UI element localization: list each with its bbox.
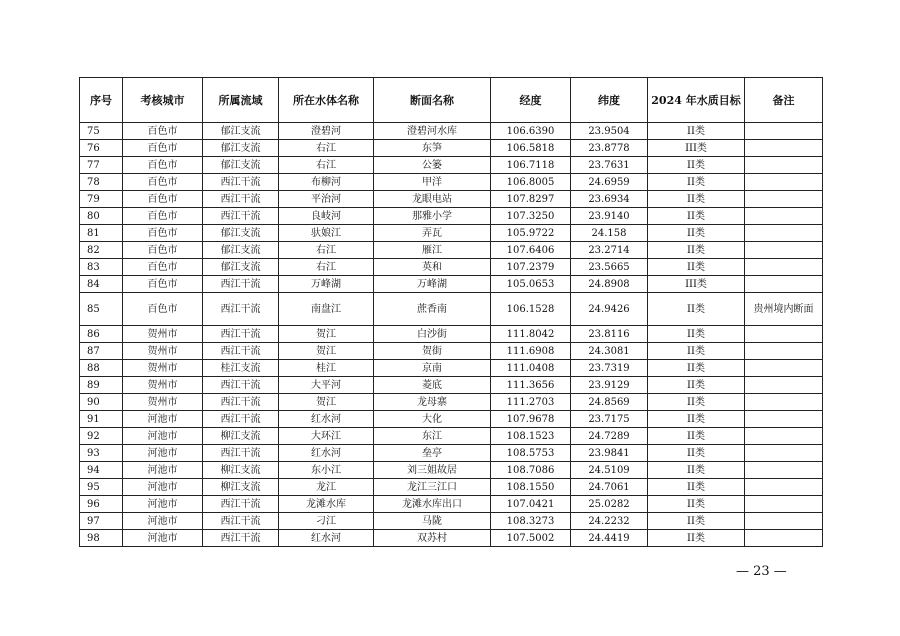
city-cell: 贺州市 [123,394,203,411]
header-basin: 所属流域 [203,78,279,123]
longitude-cell: 107.3250 [491,208,571,225]
longitude-cell: 111.8042 [491,326,571,343]
longitude-cell: 108.1550 [491,479,571,496]
basin-cell: 西江干流 [203,276,279,293]
section-name-cell: 龙母寨 [374,394,491,411]
longitude-cell: 108.5753 [491,445,571,462]
latitude-cell: 24.5109 [571,462,648,479]
quality-target-cell: II类 [648,411,745,428]
water-body-cell: 红水河 [279,411,374,428]
header-index: 序号 [80,78,123,123]
row-index: 93 [80,445,123,462]
basin-cell: 桂江支流 [203,360,279,377]
quality-target-cell: II类 [648,259,745,276]
table-row [80,428,823,445]
row-index: 85 [80,293,123,326]
quality-target-cell: II类 [648,343,745,360]
city-cell: 百色市 [123,276,203,293]
basin-cell: 西江干流 [203,411,279,428]
remarks-cell [745,411,823,428]
city-cell: 贺州市 [123,377,203,394]
remarks-cell [745,191,823,208]
table-row [80,242,823,259]
table-header-row [80,78,823,123]
table-row [80,496,823,513]
remarks-cell [745,530,823,547]
longitude-cell: 107.2379 [491,259,571,276]
row-index: 81 [80,225,123,242]
quality-target-cell: II类 [648,242,745,259]
row-index: 82 [80,242,123,259]
section-name-cell: 那雅小学 [374,208,491,225]
city-cell: 百色市 [123,140,203,157]
quality-target-cell: II类 [648,394,745,411]
city-cell: 河池市 [123,445,203,462]
latitude-cell: 23.5665 [571,259,648,276]
latitude-cell: 23.8116 [571,326,648,343]
city-cell: 百色市 [123,208,203,225]
latitude-cell: 23.8778 [571,140,648,157]
section-name-cell: 白沙街 [374,326,491,343]
water-body-cell: 澄碧河 [279,123,374,140]
table-row [80,360,823,377]
city-cell: 百色市 [123,242,203,259]
basin-cell: 西江干流 [203,496,279,513]
row-index: 83 [80,259,123,276]
longitude-cell: 106.1528 [491,293,571,326]
latitude-cell: 23.7319 [571,360,648,377]
basin-cell: 郁江支流 [203,259,279,276]
table-row [80,479,823,496]
longitude-cell: 105.0653 [491,276,571,293]
section-name-cell: 东江 [374,428,491,445]
quality-target-cell: II类 [648,157,745,174]
basin-cell: 西江干流 [203,293,279,326]
header-section-name: 断面名称 [374,78,491,123]
remarks-cell [745,208,823,225]
water-body-cell: 大平河 [279,377,374,394]
water-body-cell: 右江 [279,259,374,276]
basin-cell: 西江干流 [203,343,279,360]
latitude-cell: 24.6959 [571,174,648,191]
city-cell: 河池市 [123,411,203,428]
basin-cell: 西江干流 [203,445,279,462]
row-index: 89 [80,377,123,394]
section-name-cell: 双苏村 [374,530,491,547]
basin-cell: 郁江支流 [203,140,279,157]
water-body-cell: 右江 [279,140,374,157]
quality-target-cell: II类 [648,530,745,547]
latitude-cell: 24.8569 [571,394,648,411]
city-cell: 贺州市 [123,343,203,360]
city-cell: 河池市 [123,479,203,496]
longitude-cell: 108.7086 [491,462,571,479]
section-name-cell: 菱底 [374,377,491,394]
water-quality-table [79,77,823,547]
section-name-cell: 雁江 [374,242,491,259]
table-row [80,123,823,140]
water-body-cell: 贺江 [279,343,374,360]
city-cell: 百色市 [123,191,203,208]
section-name-cell: 东笋 [374,140,491,157]
remarks-cell [745,326,823,343]
row-index: 91 [80,411,123,428]
table-body [80,123,823,547]
section-name-cell: 马陇 [374,513,491,530]
latitude-cell: 24.7289 [571,428,648,445]
water-body-cell: 右江 [279,242,374,259]
longitude-cell: 107.9678 [491,411,571,428]
city-cell: 百色市 [123,293,203,326]
basin-cell: 西江干流 [203,377,279,394]
longitude-cell: 111.0408 [491,360,571,377]
city-cell: 百色市 [123,123,203,140]
remarks-cell [745,276,823,293]
water-body-cell: 右江 [279,157,374,174]
city-cell: 河池市 [123,530,203,547]
water-body-cell: 良岐河 [279,208,374,225]
latitude-cell: 24.9426 [571,293,648,326]
quality-target-cell: II类 [648,462,745,479]
section-name-cell: 龙滩水库出口 [374,496,491,513]
row-index: 86 [80,326,123,343]
table-row [80,411,823,428]
basin-cell: 郁江支流 [203,242,279,259]
table-row [80,377,823,394]
section-name-cell: 京南 [374,360,491,377]
water-body-cell: 贺江 [279,394,374,411]
city-cell: 贺州市 [123,360,203,377]
row-index: 90 [80,394,123,411]
quality-target-cell: II类 [648,191,745,208]
longitude-cell: 106.8005 [491,174,571,191]
header-quality-target: 2024 年水质目标 [648,78,745,123]
table-row [80,530,823,547]
quality-target-cell: II类 [648,428,745,445]
row-index: 92 [80,428,123,445]
water-body-cell: 平治河 [279,191,374,208]
longitude-cell: 108.1523 [491,428,571,445]
quality-target-cell: II类 [648,293,745,326]
row-index: 80 [80,208,123,225]
remarks-cell [745,140,823,157]
water-body-cell: 大环江 [279,428,374,445]
row-index: 88 [80,360,123,377]
latitude-cell: 24.4419 [571,530,648,547]
table-row [80,208,823,225]
remarks-cell [745,242,823,259]
longitude-cell: 111.2703 [491,394,571,411]
remarks-cell [745,343,823,360]
water-body-cell: 东小江 [279,462,374,479]
header-latitude: 纬度 [571,78,648,123]
section-name-cell: 龙江三江口 [374,479,491,496]
basin-cell: 郁江支流 [203,123,279,140]
table-row [80,157,823,174]
row-index: 78 [80,174,123,191]
section-name-cell: 弄瓦 [374,225,491,242]
row-index: 87 [80,343,123,360]
latitude-cell: 23.7631 [571,157,648,174]
longitude-cell: 108.3273 [491,513,571,530]
city-cell: 河池市 [123,428,203,445]
row-index: 95 [80,479,123,496]
water-body-cell: 红水河 [279,445,374,462]
table-row [80,343,823,360]
section-name-cell: 垒亭 [374,445,491,462]
header-remarks: 备注 [745,78,823,123]
longitude-cell: 111.3656 [491,377,571,394]
table-row [80,174,823,191]
quality-target-cell: II类 [648,360,745,377]
row-index: 76 [80,140,123,157]
quality-target-cell: II类 [648,174,745,191]
basin-cell: 西江干流 [203,513,279,530]
remarks-cell [745,157,823,174]
basin-cell: 西江干流 [203,326,279,343]
section-name-cell: 甲洋 [374,174,491,191]
row-index: 84 [80,276,123,293]
water-body-cell: 驮娘江 [279,225,374,242]
remarks-cell [745,462,823,479]
remarks-cell [745,123,823,140]
header-longitude: 经度 [491,78,571,123]
water-body-cell: 龙江 [279,479,374,496]
quality-target-cell: III类 [648,276,745,293]
latitude-cell: 24.3081 [571,343,648,360]
remarks-cell [745,394,823,411]
section-name-cell: 公篓 [374,157,491,174]
basin-cell: 西江干流 [203,530,279,547]
basin-cell: 郁江支流 [203,157,279,174]
section-name-cell: 大化 [374,411,491,428]
quality-target-cell: II类 [648,225,745,242]
table-row [80,326,823,343]
section-name-cell: 澄碧河水库 [374,123,491,140]
basin-cell: 西江干流 [203,208,279,225]
latitude-cell: 23.9841 [571,445,648,462]
latitude-cell: 23.9140 [571,208,648,225]
remarks-cell [745,428,823,445]
quality-target-cell: II类 [648,513,745,530]
row-index: 98 [80,530,123,547]
table-row [80,225,823,242]
table-row [80,191,823,208]
water-body-cell: 南盘江 [279,293,374,326]
row-index: 77 [80,157,123,174]
basin-cell: 西江干流 [203,191,279,208]
quality-target-cell: II类 [648,445,745,462]
basin-cell: 柳江支流 [203,479,279,496]
longitude-cell: 106.6390 [491,123,571,140]
longitude-cell: 107.8297 [491,191,571,208]
table-row [80,293,823,326]
header-city: 考核城市 [123,78,203,123]
city-cell: 贺州市 [123,326,203,343]
basin-cell: 西江干流 [203,174,279,191]
longitude-cell: 107.5002 [491,530,571,547]
latitude-cell: 24.2232 [571,513,648,530]
latitude-cell: 25.0282 [571,496,648,513]
quality-target-cell: II类 [648,123,745,140]
longitude-cell: 107.0421 [491,496,571,513]
basin-cell: 柳江支流 [203,462,279,479]
city-cell: 河池市 [123,513,203,530]
water-body-cell: 龙滩水库 [279,496,374,513]
quality-target-cell: II类 [648,208,745,225]
table-row [80,259,823,276]
quality-target-cell: III类 [648,140,745,157]
basin-cell: 柳江支流 [203,428,279,445]
longitude-cell: 106.7118 [491,157,571,174]
page-number: — 23 — [736,564,787,579]
quality-target-cell: II类 [648,479,745,496]
longitude-cell: 107.6406 [491,242,571,259]
basin-cell: 郁江支流 [203,225,279,242]
remarks-cell [745,259,823,276]
table-row [80,276,823,293]
city-cell: 百色市 [123,259,203,276]
latitude-cell: 23.9129 [571,377,648,394]
water-body-cell: 贺江 [279,326,374,343]
longitude-cell: 106.5818 [491,140,571,157]
table-row [80,462,823,479]
city-cell: 百色市 [123,174,203,191]
table-row [80,140,823,157]
water-body-cell: 红水河 [279,530,374,547]
city-cell: 河池市 [123,462,203,479]
quality-target-cell: II类 [648,496,745,513]
latitude-cell: 24.158 [571,225,648,242]
latitude-cell: 23.9504 [571,123,648,140]
latitude-cell: 24.7061 [571,479,648,496]
row-index: 96 [80,496,123,513]
latitude-cell: 24.8908 [571,276,648,293]
city-cell: 百色市 [123,225,203,242]
section-name-cell: 蔗香南 [374,293,491,326]
remarks-cell [745,496,823,513]
longitude-cell: 111.6908 [491,343,571,360]
quality-target-cell: II类 [648,326,745,343]
remarks-cell [745,479,823,496]
water-body-cell: 布柳河 [279,174,374,191]
row-index: 94 [80,462,123,479]
remarks-cell [745,360,823,377]
water-body-cell: 万峰湖 [279,276,374,293]
row-index: 75 [80,123,123,140]
latitude-cell: 23.6934 [571,191,648,208]
latitude-cell: 23.2714 [571,242,648,259]
water-body-cell: 刁江 [279,513,374,530]
remarks-cell: 贵州境内断面 [745,293,823,326]
section-name-cell: 刘三姐故居 [374,462,491,479]
remarks-cell [745,445,823,462]
section-name-cell: 龙眼电站 [374,191,491,208]
city-cell: 百色市 [123,157,203,174]
remarks-cell [745,513,823,530]
city-cell: 河池市 [123,496,203,513]
section-name-cell: 万峰湖 [374,276,491,293]
table-row [80,445,823,462]
longitude-cell: 105.9722 [491,225,571,242]
table-row [80,394,823,411]
quality-target-cell: II类 [648,377,745,394]
latitude-cell: 23.7175 [571,411,648,428]
section-name-cell: 贺街 [374,343,491,360]
remarks-cell [745,225,823,242]
water-body-cell: 桂江 [279,360,374,377]
remarks-cell [745,377,823,394]
section-name-cell: 英和 [374,259,491,276]
table-row [80,513,823,530]
basin-cell: 西江干流 [203,394,279,411]
row-index: 79 [80,191,123,208]
remarks-cell [745,174,823,191]
header-water-body: 所在水体名称 [279,78,374,123]
row-index: 97 [80,513,123,530]
